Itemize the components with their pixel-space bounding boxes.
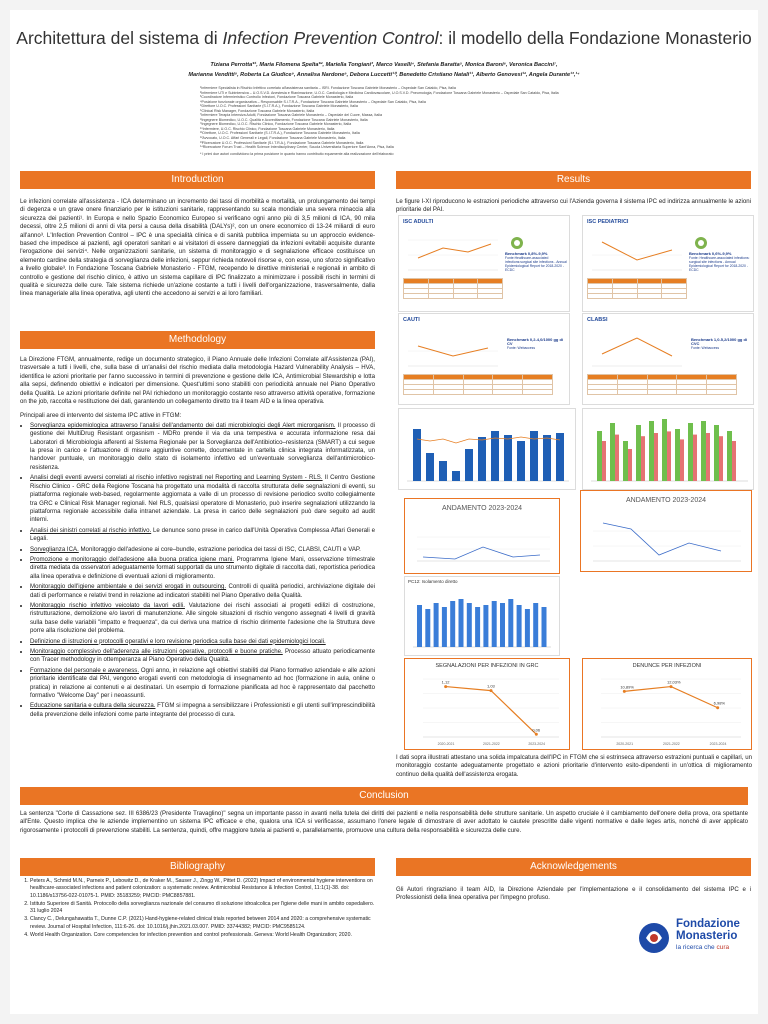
bar [732, 441, 736, 481]
results-conclusion-text: I dati sopra illustrati attestano una solida impalcatura dell'IPC in FTGM che si estrinseca attraverso estrazioni puntuali e capillari, un monitoraggio costante adeguatamente progettato e azioni prioritarie d'intervento esito-dipendenti in un'ottica di miglioramento continuo della qualità dell'assistenza erogata. [396, 754, 752, 778]
poster-title: Architettura del sistema di Infection Prevention Control: il modello della Fondazione Monasterio [16, 28, 752, 48]
logo-text: Fondazione Monasterio [676, 918, 740, 942]
data-point [623, 690, 626, 693]
tick-label: 2020-2021 [616, 742, 634, 746]
bar [543, 435, 551, 481]
isc-pediatrici-panel [582, 215, 754, 312]
bar [542, 607, 547, 647]
bar [442, 607, 447, 647]
logo-tagline: la ricerca che cura [676, 944, 730, 951]
affiliation-line: ¹²Avvocato, U.O.C. Affari Generali e Legali, Fondazione Toscana Gabriele Monasterio, Italia [200, 136, 346, 141]
poster [10, 10, 758, 1014]
affiliation-line: ¹¹Direttore, U.O.C. Professioni Sanitarie (S.I.T.R.A.), Fondazione Toscana Gabriele Monasterio, Italia [200, 131, 360, 136]
isc-adulti-table [403, 278, 503, 299]
data-point [444, 685, 447, 688]
bar [475, 607, 480, 647]
bar [688, 423, 693, 481]
data-label: 12,03% [667, 679, 681, 685]
tick-label: 2023-2024 [709, 742, 727, 746]
methodology-item: • Monitoraggio dell'igiene ambientale e dei servizi erogati in outsourcing. Controlli di qualità periodici, archiviazione digitale dei dati di performance e relativi trend in relazione ad indicatori stabiliti nel Piano Operativo della Qualità. [30, 583, 375, 600]
data-point [716, 706, 719, 709]
methodology-list [20, 422, 375, 719]
bar [508, 599, 513, 647]
bar [517, 441, 525, 481]
bar [662, 419, 667, 481]
methodology-item: • Monitoraggio rischio infettivo veicolato da lavori edili. Valutazione dei rischi associati ai progetti edilizi di costruzione, ristrutturazione, demolizione e/o lavori di manutenzione. Alle singole situazioni di rischio vengono assegnati 4 livelli di gravità sulla base delle variabili "impatto e frequenza", da cui deriva una matrice di rischio dirimente l'adesione che la Struttura deve porre alla risoluzione del problema. [30, 602, 375, 636]
methodology-item: • Sorveglianza ICA. Monitoraggio dell'adesione ai core–bundle, estrazione periodica dei tassi di ISC, CLABSI, CAUTI e VAP. [30, 546, 375, 554]
bar [439, 461, 447, 481]
methodology-item: • Formazione del personale e awareness. Ogni anno, in relazione agli obiettivi stabiliti dal Piano formativo aziendale e alle azioni prioritarie identificate dal PAI, vengono erogati eventi con metodologia di insegnamento ad hoc (formazione in aula, online o pratica) in relazione ai contenuti e ai destinatari. Un esempio di formazione pianificata ad hoc è rappresentato dal pacchetto formativo "Welcome Day" per i neoassunti. [30, 667, 375, 701]
data-label: 0,06 [532, 727, 541, 733]
bibliography-item: 2. Istituto Superiore di Sanità. Protocollo della sorveglianza nazionale del consumo di soluzione idroalcolica per l'igiene delle mani in ambito ospedaliero. 31 luglio 2024 [30, 901, 375, 916]
bar [610, 423, 615, 481]
bar [478, 437, 486, 481]
bar [719, 436, 723, 481]
affiliation-line: ⁸Ingegnere Biomedico, U.O.C. Qualità e Accreditamento, Fondazione Toscana Gabriele Monasterio, Italia [200, 117, 368, 122]
cauti-panel [398, 313, 570, 405]
isc-pediatrici-benchmark: Benchmark 0,6%-9,9% Fonte: Healthcare-associated infections: surgical site infections - Annual Epidemiological Report for 2018-2020 - ECDC [689, 251, 750, 272]
bar [623, 441, 628, 481]
affiliation-line: * I primi due autori condividono la prima posizione in quanto hanno contribuito equamente alla realizzazione dell'elaborato [200, 151, 394, 156]
methodology-item: • Analisi dei sinistri correlati al rischio infettivo. Le denunce sono prese in carico dall'Unità Operativa Complessa Affari Generali e Legali. [30, 527, 375, 544]
cauti-chart [403, 326, 503, 372]
andamento-title: ANDAMENTO 2023-2024 [625, 497, 707, 504]
bar [701, 421, 706, 481]
blue-bar-chart [398, 408, 576, 490]
bibliography-list [20, 878, 375, 940]
methodology-item: • Analisi degli eventi avversi correlati al rischio infettivo registrati nel Reporting and Learning System - RLS. Il Centro Gestione Rischio Clinico - GRC della Regione Toscana ha progettato una modalità di raccolta strutturata delle segnalazioni di eventi, su piattaforma regionale web-based, regolarmente aggiornata a valle di un processo di revisione periodico svolto collegialmente tra GRC e Clinical Risk Manager regionali. Nel RLS, qualsiasi operatore di Monasterio, può inserire segnalazioni utilizzando la piattaforma regionale accessibile dalla intranet aziendale. La presa in carico delle segnalazioni può dare seguito ad audit interni. [30, 474, 375, 524]
bar [628, 449, 632, 481]
bibliography-item: 3. Clancy C., Delungahawatta T., Dunne C.P. (2021) Hand-hygiene-related clinical trials reported between 2014 and 2020: a comprehensive systematic review. Journal of Hospital Infection, 111:6-26. doi: 10.1016/j.jhin.2021.03.007. PMID: 33744382; PMCID: PMC9585124. [30, 916, 375, 931]
ecdc-logo-icon [509, 236, 525, 250]
andamento-chart-1 [404, 498, 560, 574]
bar [615, 435, 619, 481]
bar [667, 431, 671, 481]
methodology-item: • Educazione sanitaria e cultura della sicurezza. FTGM si impegna a sensibilizzare i Professionisti e gli utenti sull'imprescindibilità della prevenzione delle infezioni come parte integrante del processo di cura. [30, 702, 375, 719]
results-header: Results [396, 171, 751, 189]
cauti-benchmark: Benchmark 0,2-4,0/1000 gg di CV Fonte: Webaccess [507, 337, 564, 350]
bar [556, 433, 564, 481]
bar [706, 433, 710, 481]
affiliation-line: ¹³Ricercatore U.O.C. Professioni Sanitarie (S.I.T.R.A.), Fondazione Toscana Gabriele Monasterio, Italia [200, 140, 364, 145]
affiliation-line: ¹⁴Ricercatore Forum Trust – Health Science Interdisciplinary Center, Scuola Universitaria Superiore Sant'Anna, Pisa, Italia [200, 145, 394, 150]
segnalazioni-title: SEGNALAZIONI PER INFEZIONI IN GRC [435, 663, 539, 669]
methodology-item: • Promozione e monitoraggio dell'adesione alla buona pratica igiene mani. Programma Igiene Mani, osservazione trimestrale diretta mediata da osservatori adeguatamente formati supportati da uno strumento digitale di raccolta dati, reportistica periodica alla linea operativa e definizione di eventuali azioni di miglioramento. [30, 556, 375, 581]
methodology-paragraph: La Direzione FTGM, annualmente, redige un documento strategico, il Piano Annuale delle Infezioni Correlate all'Assistenza (PAI), trasversale a tutti i livelli, che, sulla base di un'analisi del rischio mediata dalla metodologia Hazard Vulnerability Analysis – HVA, identifica le azioni prioritarie per l'anno successivo in termini di prevenzione e gestione delle ICA, Antimicrobial Stewardship e lotta alla sepsi, definendo obiettivi e indicatori per dimensione. Quest'ultimi sono stabiliti con periodicità annuale nel Piano Operativo della Qualità. Le azioni prioritarie definite nel PAI richiedono un monitoraggio costante reso attraverso attività operative, formazione on the job, raccolta e restituzione dei dati, garantendo un collegamento diretto tra il team AID e la linea operativa. [20, 356, 375, 406]
bar [413, 429, 421, 481]
affiliation-line: ¹⁰Infermiere, U.O.C. Rischio Clinico, Fondazione Toscana Gabriele Monasterio, Italia [200, 126, 335, 131]
authors: Tiziana Perrotta*¹, Maria Filomena Spelta*², Mariella Tongiani³, Marco Vaselli⁴, Stefania Baratta⁵, Monica Baroni⁶, Veronica Baccini⁷, Marianna Venditti⁸, Roberta La Giudice⁹, Annalisa Nardone⁹, Debora Luccetti¹⁰, Benedetto Cristiano Natali¹¹, Alberto Genovesi¹², Angela Durante¹³,¹⁴ [188, 62, 580, 78]
denunce-title: DENUNCE PER INFEZIONI [632, 663, 702, 669]
data-point [490, 689, 493, 692]
cauti-table [403, 374, 553, 395]
acknowledgements-header: Acknowledgements [396, 858, 751, 876]
methodology-item: • Monitoraggio complessivo dell'aderenza alle istruzioni operative, protocolli e buone pratiche. Processo attuato periodicamente con Tracer methodology in ottemperanza al Piano Operativo della Qualità. [30, 648, 375, 665]
bar [450, 601, 455, 647]
isc-pediatrici-table [587, 278, 687, 299]
green-bar-chart [582, 408, 754, 490]
bar [675, 429, 680, 481]
clabsi-table [587, 374, 737, 395]
bar [483, 605, 488, 647]
tick-label: 2023-2024 [528, 742, 546, 746]
bar [500, 603, 505, 647]
introduction-text: Le infezioni correlate all'assistenza - ICA determinano un incremento dei tassi di morbilità e mortalità, un prolungamento dei tempi di degenza e un grave onere finanziario per le istituzioni sanitarie, rappresentando su scala mondiale una severa minaccia alla sicurezza dei pazienti¹. In Europa e nello Spazio Economico Europeo si verificano ogni anno più di 3,5 milioni di ICA, 90 mila decessi, oltre 2,5 milioni di anni di vita persi a causa della disabilità (DALYs)², con un onere economico di 13-24 miliardi di euro all'anno³. L'Infection Prevention Control – IPC è una specialità clinica e di sanità pubblica imperniata su un approccio evidence-based che impedisce ai pazienti, agli operatori sanitari e ai visitatori di essere danneggiati da infezioni evitabili acquisite durante l'erogazione dei servizi⁴. Nelle organizzazioni sanitarie, un sistema di monitoraggio e di segnalazione efficace costituisce un elemento cardine della strategia di sorveglianza delle infezioni, seppur richieda notevoli risorse e, con esse, uno sforzo significativo a livello globale³. In Fondazione Toscana Gabriele Monasterio - FTGM, recependo le direttive ministeriali e regionali in ambito di controllo e gestione del rischio clinico, è attivo un sistema capillare di IPC finalizzato a minimizzare i possibili rischi in termini di qualità e sicurezza delle cure. Tale sistema richiede un'azione costante a tutti i livelli dell'organizzazione, trasversalmente, dalla linea manageriale alla linea operativa, agli utenti che accedono ai servizi e ai loro familiari. [20, 198, 375, 298]
bar [525, 609, 530, 647]
affiliation-line: ¹Infermiere Specialista in Rischio Infettivo correlato all'assistenza sanitaria – ISRI. Fondazione Toscana Gabriele Monasterio – Ospedale San Cataldo, Pisa, Italia [200, 86, 456, 90]
bar [727, 431, 732, 481]
tick-label: 2021-2022 [663, 742, 680, 746]
affiliation-line: ²Infermiere UTI e Subintensiva – U.O.S.V.D. Anestesia e Rianimazione, U.O.C. Cardiologia e Medicina Cardiovascolare, U.O.S.V.D. Pneumologia, Fondazione Toscana Gabriele Monasterio – Ospedale San Cataldo, Pisa, Italia [200, 90, 559, 95]
bar [602, 441, 606, 481]
isc-pediatrici-chart [587, 230, 687, 276]
bar [467, 603, 472, 647]
bar [425, 609, 430, 647]
affiliations [200, 86, 590, 156]
bar [434, 603, 439, 647]
bar [459, 599, 464, 647]
andamento-title: ANDAMENTO 2023-2024 [441, 505, 523, 512]
bar [654, 433, 658, 481]
data-label: 1,03 [487, 683, 495, 689]
methodology-text [20, 356, 375, 721]
clabsi-benchmark: Benchmark 1,0-5,2/1000 gg di CVC Fonte: Webaccess [691, 337, 748, 350]
clabsi-title: CLABSI [587, 317, 608, 323]
cauti-title: CAUTI [403, 317, 420, 323]
methodology-item: • Definizione di istruzioni e protocolli operativi e loro revisione periodica sulla base dei dati epidemiologici locali. [30, 638, 375, 646]
affiliation-line: ⁵Direttore U.O.C. Professioni Sanitarie (S.I.T.R.A.), Fondazione Toscana Gabriele Monasterio, Italia [200, 104, 358, 109]
clabsi-chart [587, 326, 687, 372]
denunce-chart [582, 658, 752, 750]
data-point [670, 685, 673, 688]
segnalazioni-chart [404, 658, 570, 750]
bar [680, 439, 684, 481]
bar [504, 435, 512, 481]
conclusion-header: Conclusion [20, 787, 748, 805]
data-point [535, 733, 538, 736]
bar [426, 453, 434, 481]
andamento-chart-2 [580, 490, 752, 572]
isc-adulti-benchmark: Benchmark 0,8%-9,9% Fonte:Healthcare-associated infections:surgical site infections - Annual Epidemiological Report for 2018-2020 - ECDC [505, 251, 567, 272]
logo-icon [636, 918, 672, 958]
data-label: 10,89% [620, 684, 634, 690]
bar [452, 471, 460, 481]
methodology-header: Methodology [20, 331, 375, 349]
bar [641, 436, 645, 481]
bar [517, 605, 522, 647]
clabsi-panel [582, 313, 754, 405]
bibliography-header: Bibliography [20, 858, 375, 876]
data-label: 1,12 [441, 679, 450, 685]
trend-line [417, 437, 560, 443]
pc12-title: PC12: Isolamento diretto [408, 579, 458, 584]
bar [492, 601, 497, 647]
fondazione-monasterio-logo [636, 916, 750, 962]
series-line [624, 687, 717, 708]
affiliation-line: ⁹Ingegnere Biomedico, U.O.C. Rischio Clinico, Fondazione Toscana Gabriele Monasterio, Italia [200, 122, 352, 127]
isc-adulti-chart [403, 230, 503, 276]
bar [714, 425, 719, 481]
isc-pediatrici-title: ISC PEDIATRICI [587, 219, 629, 225]
pc12-panel [404, 576, 560, 656]
methodology-areas-intro: Principali aree di intervento del sistema IPC attive in FTGM: [20, 412, 182, 420]
affiliation-line: ⁶Clinical Risk Manager, Fondazione Toscana Gabriele Monasterio, Italia [200, 108, 315, 113]
affiliation-line: ³Coordinatore Infermieristico Controllo Infezioni, Fondazione Toscana Gabriele Monasterio, Italia [200, 95, 354, 100]
acknowledgements-text: Gli Autori ringraziano il team AID, la Direzione Aziendale per l'implementazione e il consolidamento del sistema IPC e i Professionisti della linea operativa per l'impegno profuso. [396, 886, 751, 902]
bibliography-item: 4. World Health Organization. Core competencies for infection prevention and control professionals. Geneva: World Health Organization; 2020. [30, 932, 375, 939]
bar [649, 421, 654, 481]
bibliography-item: 1. Peters A., Schmid M.N., Parneix P., Lebowitz D., de Kraker M., Sauser J., Zingg W., Pittet D. (2022) Impact of environmental hygiene interventions on healthcare-associated infections and patient colonization: a systematic review. Antimicrobial Resistance & Infection Control, 11:1(1)-38. doi: 10.1186/s13756-022-01075-1. PMID: 35183259; PMCID: PMC8857881. [30, 878, 375, 900]
bar [465, 449, 473, 481]
ecdc-logo-icon [693, 236, 709, 250]
isc-adulti-panel [398, 215, 570, 312]
bar [597, 431, 602, 481]
introduction-header: Introduction [20, 171, 375, 189]
bar [693, 435, 697, 481]
tick-label: 2020-2021 [437, 742, 455, 746]
data-label: 6,98% [713, 700, 726, 706]
conclusion-text: La sentenza "Corte di Cassazione sez. III 6386/23 (Presidente Travaglino)" segna un importante passo in avanti nella tutela dei diritti dei pazienti e nella responsabilità delle strutture sanitarie. Un aspetto cruciale è il cambiamento dell'onere della prova, ora spettante all'Ente. Questo implica che le aziende implementino un sistema IPC efficace e che, qualora una ICA si verificasse, assumano l'onere legale di dimostrare di aver adottato le cautele prescritte dalle vigenti normative e dalle leges artis, nonché di aver applicato rigorosamente i protocolli di prevenzione stabiliti. La sentenza, quindi, offre maggiore tutela ai pazienti e, parallelamente, promuove una cultura della responsabilità e sicurezza delle cure. [20, 810, 748, 834]
tick-label: 2021-2022 [483, 742, 500, 746]
isc-adulti-title: ISC ADULTI [403, 219, 434, 225]
affiliation-line: ⁷Infermiere Terapia Intensiva Adulti, Fondazione Toscana Gabriele Monasterio – Ospedale del Cuore, Massa, Italia [200, 113, 382, 118]
bar [533, 603, 538, 647]
affiliation-line: ⁴Posizione funzionale organizzativa – Responsabile S.I.T.R.A., Fondazione Toscana Gabriele Monasterio – Ospedale San Cataldo, Pisa, Italia [200, 99, 426, 104]
bar [417, 605, 422, 647]
results-intro: Le figure I-XI riproducono le estrazioni periodiche attraverso cui l'Azienda governa il sistema IPC ed indirizza annualmente le azioni prioritarie del PAI. [396, 198, 751, 214]
bar [636, 425, 641, 481]
methodology-item: • Sorveglianza epidemiologica attraverso l'analisi dell'andamento dei dati microbiologici degli Alert microrganism. Il processo di gestione dei MultiDrug Resistant orgasnism - MDRo prende il via da una tempestiva e accurata informazione resa dai Laboratori di Microbiologia afferenti al Sistema Regionale per la Sorveglianza dell'Antibiotico–resistenza (SMART) a cui segue la presa in carico e l'attuazione di misure aggiuntive corrette, documentate in cartella clinica integrata informatizzata, un handover puntuale, un monitoraggio dello stato di isolamento infettivo ed un'eventuale sorveglianza dell'antimicrobico-resistenza. [30, 422, 375, 472]
